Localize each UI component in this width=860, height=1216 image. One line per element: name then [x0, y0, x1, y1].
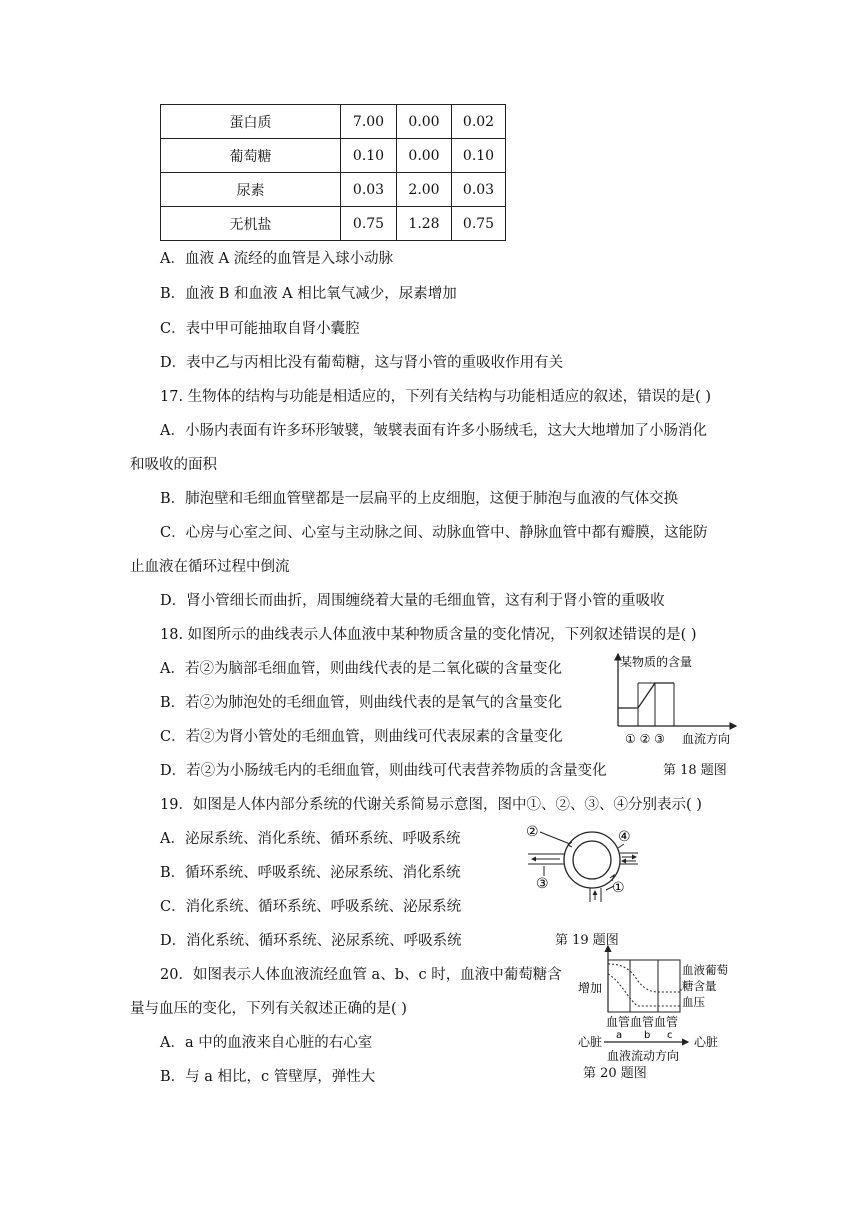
- marker-4: ④: [618, 829, 631, 845]
- q16-option-a: A．血液 A 流经的血管是入球小动脉: [160, 251, 394, 267]
- table-cell: 0.00: [397, 105, 452, 139]
- table-cell: 蛋白质: [161, 105, 341, 139]
- q19-option-d: D．消化系统、循环系统、泌尿系统、呼吸系统: [160, 933, 462, 949]
- q18-option-a: A．若②为脑部毛细血管，则曲线代表的是二氧化碳的含量变化: [160, 661, 562, 677]
- q20-option-a: A．a 中的血液来自心脏的右心室: [160, 1035, 373, 1051]
- table-cell: 2.00: [397, 173, 452, 207]
- marker-2: ②: [526, 824, 539, 840]
- table-cell: 0.03: [341, 173, 397, 207]
- curve-line: [618, 683, 674, 708]
- vessel-a: a: [616, 1030, 623, 1041]
- table-cell: 无机盐: [161, 207, 341, 241]
- glucose-curve: [608, 964, 680, 992]
- table-cell: 7.00: [341, 105, 397, 139]
- table-cell: 尿素: [161, 173, 341, 207]
- vessel-b: b: [644, 1030, 651, 1041]
- table-cell: 0.10: [452, 139, 506, 173]
- q19-figure: [524, 820, 644, 902]
- q17-option-d: D．肾小管细长而曲折，周围缠绕着大量的毛细血管，这有利于肾小管的重吸收: [160, 593, 665, 609]
- q19-figure-caption: 第 19 题图: [555, 933, 619, 948]
- q17-option-a-cont: 和吸收的面积: [130, 457, 217, 473]
- q17-option-a: A．小肠内表面有许多环形皱襞，皱襞表面有许多小肠绒毛，这大大地增加了小肠消化: [160, 423, 707, 439]
- table-cell: 0.10: [341, 139, 397, 173]
- table-cell: 1.28: [397, 207, 452, 241]
- position-marks: ① ② ③: [625, 732, 665, 746]
- q16-option-d: D．表中乙与丙相比没有葡萄糖，这与肾小管的重吸收作用有关: [160, 355, 564, 371]
- table-row: [161, 173, 506, 207]
- q20-figure: [576, 940, 742, 1064]
- legend-glucose-cont: 糖含量: [682, 979, 717, 993]
- table-cell: 葡萄糖: [161, 139, 341, 173]
- q17-option-c-cont: 止血液在循环过程中倒流: [130, 559, 290, 575]
- marker-3: ③: [536, 876, 549, 892]
- table-cell: 0.02: [452, 105, 506, 139]
- table-cell: 0.00: [397, 139, 452, 173]
- table-row: [161, 207, 506, 241]
- vessel-c: c: [667, 1030, 673, 1041]
- q18-figure-caption: 第 18 题图: [663, 763, 727, 778]
- q18-stem: 18. 如图所示的曲线表示人体血液中某种物质含量的变化情况，下列叙述错误的是( ): [160, 627, 697, 643]
- vessel-labels: 血管血管血管: [606, 1015, 679, 1029]
- table-row: [161, 139, 506, 173]
- q19-option-c: C．消化系统、循环系统、呼吸系统、泌尿系统: [160, 899, 462, 915]
- q20-stem-cont: 量与血压的变化，下列有关叙述正确的是( ): [130, 1001, 407, 1017]
- q16-option-c: C．表中甲可能抽取自肾小囊腔: [160, 321, 360, 337]
- q16-option-b: B．血液 B 和血液 A 相比氧气减少，尿素增加: [160, 286, 457, 302]
- increase-label: 增加: [578, 981, 603, 995]
- q19-stem: 19．如图是人体内部分系统的代谢关系简易示意图，图中①、②、③、④分别表示( ): [160, 797, 702, 813]
- legend-glucose: 血液葡萄: [682, 963, 728, 977]
- q20-option-b: B．与 a 相比，c 管壁厚，弹性大: [160, 1069, 376, 1085]
- q17-stem: 17. 生物体的结构与功能是相适应的，下列有关结构与功能相适应的叙述，错误的是( ): [160, 389, 712, 405]
- data-table: [160, 104, 506, 241]
- marker-1: ①: [612, 880, 625, 896]
- q20-figure-caption: 第 20 题图: [583, 1066, 647, 1081]
- q18-option-c: C．若②为肾小管处的毛细血管，则曲线可代表尿素的含量变化: [160, 729, 563, 745]
- table-cell: 0.03: [452, 173, 506, 207]
- pressure-curve: [608, 974, 680, 1006]
- table-cell: 0.75: [452, 207, 506, 241]
- q18-option-d: D．若②为小肠绒毛内的毛细血管，则曲线可代表营养物质的含量变化: [160, 763, 607, 779]
- q18-option-b: B．若②为肺泡处的毛细血管，则曲线代表的是氧气的含量变化: [160, 695, 563, 711]
- table-row: [161, 105, 506, 139]
- x-axis-label: 血流方向: [682, 732, 731, 746]
- q17-option-c: C．心房与心室之间、心室与主动脉之间、动脉血管中、静脉血管中都有瓣膜，这能防: [160, 525, 708, 541]
- table-cell: 0.75: [341, 207, 397, 241]
- heart-right: 心脏: [694, 1035, 719, 1049]
- flow-direction-label: 血液流动方向: [607, 1049, 680, 1063]
- y-axis-label: 某物质的含量: [620, 655, 693, 669]
- q18-figure: [608, 650, 740, 746]
- q19-option-a: A．泌尿系统、消化系统、循环系统、呼吸系统: [160, 831, 461, 847]
- heart-left: 心脏: [578, 1035, 603, 1049]
- q19-option-b: B．循环系统、呼吸系统、泌尿系统、消化系统: [160, 865, 461, 881]
- q20-stem: 20．如图表示人体血液流经血管 a、b、c 时，血液中葡萄糖含: [160, 967, 562, 983]
- q17-option-b: B．肺泡壁和毛细血管壁都是一层扁平的上皮细胞，这便于肺泡与血液的气体交换: [160, 491, 679, 507]
- legend-pressure: 血压: [682, 995, 705, 1009]
